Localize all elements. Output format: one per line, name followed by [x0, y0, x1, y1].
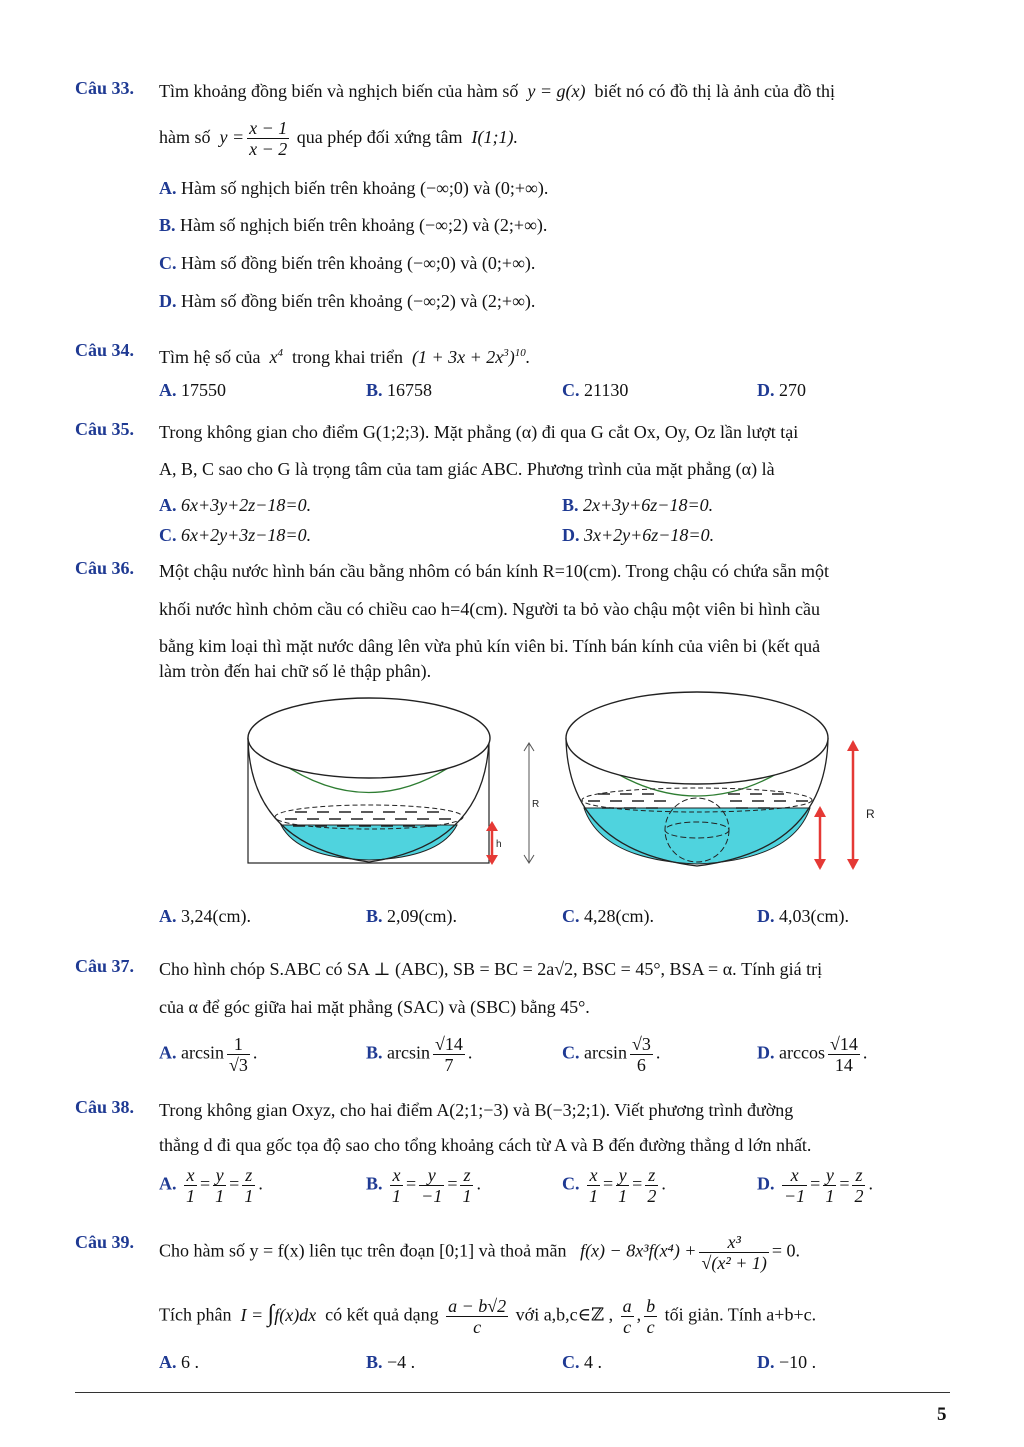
option-d[interactable]: D. $\frac{x}{-1}$ = $\frac{y}{1}$ = $\frac{z}{2}$ . — [757, 1165, 873, 1206]
option-a[interactable]: A. 17550 — [159, 380, 226, 400]
option-d[interactable]: D. 3x+2y+6z−18=0. — [562, 525, 715, 545]
option-d[interactable]: D. −10 . — [757, 1352, 817, 1372]
question-text: của α để góc giữa hai mặt phẳng (SAC) và (SBC) bằng 45°. — [159, 997, 590, 1017]
h-label: h — [496, 839, 502, 850]
question-text: Tìm khoảng đồng biến và nghịch biến của hàm số y = g(x) biết nó có đồ thị là ảnh của đồ thị — [159, 81, 835, 101]
question-text: Cho hình chóp S.ABC có SA ⊥ (ABC), SB = BC = 2a√2, BSC = 45°, BSA = α. Tính giá trị — [159, 959, 823, 979]
option-a[interactable]: A. Hàm số nghịch biến trên khoảng (−∞;0) và (0;+∞). — [159, 178, 549, 198]
option-c[interactable]: C. 6x+2y+3z−18=0. — [159, 525, 312, 545]
option-b[interactable]: B. 2,09(cm). — [366, 906, 457, 926]
question-text: Trong không gian Oxyz, cho hai điểm A(2;1;−3) và B(−3;2;1). Viết phương trình đường — [159, 1100, 794, 1120]
option-c[interactable]: C. arcsin $\frac{√3}{6}$ . — [562, 1034, 661, 1075]
option-c[interactable]: C. 21130 — [562, 380, 629, 400]
r-label: R — [866, 807, 875, 821]
option-b[interactable]: B. Hàm số nghịch biến trên khoảng (−∞;2) và (2;+∞). — [159, 215, 548, 235]
integral: I = ∫f(x)dx — [235, 1300, 321, 1327]
question-text: A, B, C sao cho G là trọng tâm của tam giác ABC. Phương trình của mặt phẳng (α) là — [159, 459, 775, 479]
option-d[interactable]: D. arccos $\frac{√14}{14}$ . — [757, 1034, 868, 1075]
question-text: Một chậu nước hình bán cầu bằng nhôm có bán kính R=10(cm). Trong chậu có chứa sẵn một — [159, 561, 830, 581]
question-number: Câu 38. — [75, 1097, 135, 1117]
question-number: Câu 34. — [75, 340, 135, 360]
option-b[interactable]: B. −4 . — [366, 1352, 416, 1372]
option-c[interactable]: C. 4,28(cm). — [562, 906, 654, 926]
question-text: hàm số y = $\frac{x - 1}{x - 2}$ qua phép đối xứng tâm I(1;1). — [159, 118, 518, 160]
question-number: Câu 33. — [75, 78, 135, 98]
question-text: làm tròn đến hai chữ số lẻ thập phân). — [159, 661, 432, 681]
option-a[interactable]: A. 3,24(cm). — [159, 906, 251, 926]
option-c[interactable]: C. $\frac{x}{1}$ = $\frac{y}{1}$ = $\frac{z}{2}$ . — [562, 1165, 666, 1206]
option-a[interactable]: A. arcsin $\frac{1}{√3}$ . — [159, 1034, 258, 1075]
option-d[interactable]: D. 270 — [757, 380, 806, 400]
fraction: $\frac{x - 1}{x - 2}$ — [249, 118, 288, 160]
question-text: thẳng d đi qua gốc tọa độ sao cho tổng khoảng cách từ A và B đến đường thẳng d lớn nhất. — [159, 1135, 812, 1155]
bowl-ball-figure — [562, 690, 892, 875]
question-number: Câu 35. — [75, 419, 135, 439]
option-b[interactable]: B. 2x+3y+6z−18=0. — [562, 495, 714, 515]
option-b[interactable]: B. 16758 — [366, 380, 433, 400]
option-b[interactable]: B. $\frac{x}{1}$ = $\frac{y}{-1}$ = $\frac{z}{1}$ . — [366, 1165, 481, 1206]
question-text: khối nước hình chỏm cầu có chiều cao h=4(cm). Người ta bỏ vào chậu một viên bi hình cầu — [159, 599, 821, 619]
r-label: R — [532, 799, 540, 810]
option-c[interactable]: C. Hàm số đồng biến trên khoảng (−∞;0) và (0;+∞). — [159, 253, 536, 273]
question-text: Tìm hệ số của $x^4$ trong khai triển $(1 + 3x + 2x^3)^{10}$. — [159, 347, 531, 367]
option-a[interactable]: A. $\frac{x}{1}$ = $\frac{y}{1}$ = $\frac{z}{1}$ . — [159, 1165, 263, 1206]
option-b[interactable]: B. arcsin $\frac{√14}{7}$ . — [366, 1034, 473, 1075]
option-d[interactable]: D. 4,03(cm). — [757, 906, 849, 926]
option-a[interactable]: A. 6x+3y+2z−18=0. — [159, 495, 312, 515]
question-text: Tích phân I = ∫f(x)dx có kết quả dạng $\frac{a - b√2}{c}$ với a,b,c∈ℤ , $\frac{a}{c}$ , $\frac{b}{c}$ tối giản. Tính a+b+c. — [159, 1296, 817, 1337]
option-c[interactable]: C. 4 . — [562, 1352, 602, 1372]
bowl-water-figure — [245, 695, 545, 870]
question-text: Cho hàm số y = f(x) liên tục trên đoạn [0;1] và thoả mãn f(x) − 8x³f(x⁴) + $\frac{\text{x³}}{\text{√(x² + 1)}}$ = 0. — [159, 1232, 801, 1273]
question-number: Câu 37. — [75, 956, 135, 976]
fraction: $\frac{\text{x³}}{\text{√(x² + 1)}}$ — [701, 1232, 767, 1273]
option-d[interactable]: D. Hàm số đồng biến trên khoảng (−∞;2) và (2;+∞). — [159, 291, 536, 311]
question-text: Trong không gian cho điểm G(1;2;3). Mặt phẳng (α) đi qua G cắt Ox, Oy, Oz lần lượt tại — [159, 422, 799, 442]
question-text: bằng kim loại thì mặt nước dâng lên vừa phủ kín viên bi. Tính bán kính của viên bi (kết quả — [159, 636, 821, 656]
question-number: Câu 39. — [75, 1232, 135, 1252]
fraction: $\frac{a - b√2}{c}$ — [448, 1296, 507, 1337]
question-number: Câu 36. — [75, 558, 135, 578]
footer-divider — [75, 1392, 950, 1393]
function-g: y = g(x) — [522, 81, 591, 101]
option-a[interactable]: A. 6 . — [159, 1352, 199, 1372]
page-number: 5 — [937, 1404, 947, 1425]
